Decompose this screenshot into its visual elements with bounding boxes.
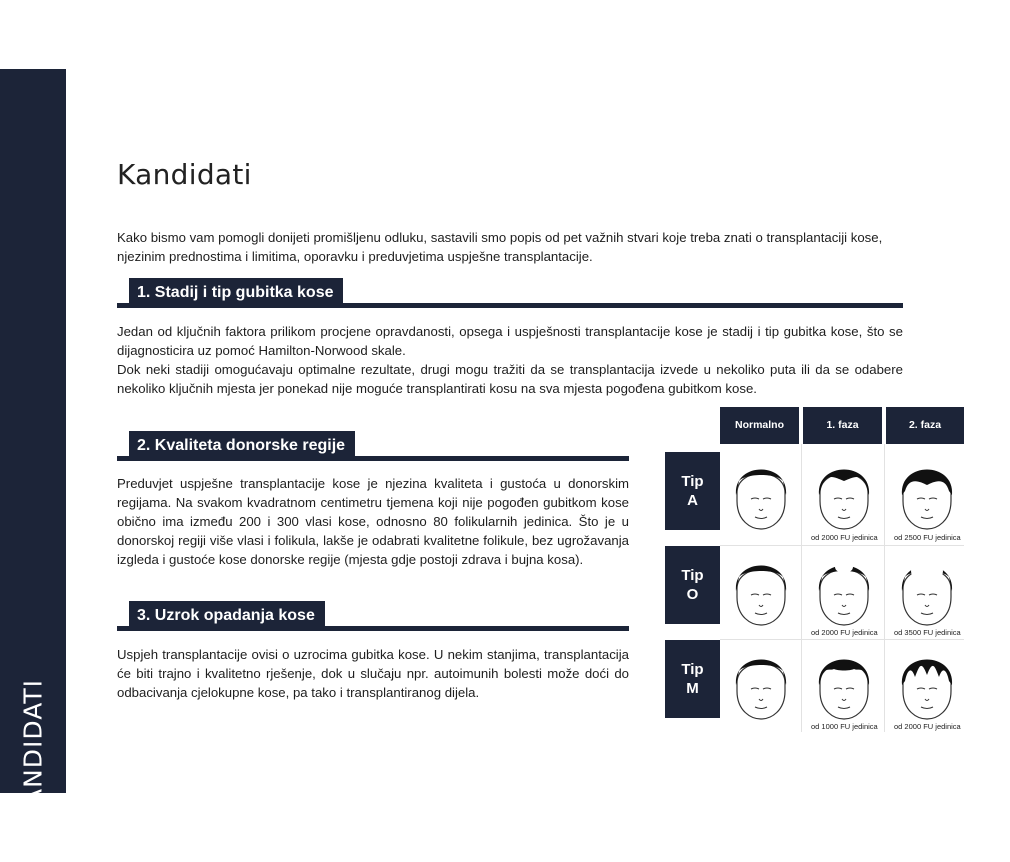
sidebar-band: [0, 69, 66, 823]
head-normal-icon: [731, 641, 791, 721]
head-phase-2-icon: [897, 641, 957, 721]
row-o-note-1: od 2000 FU jedinica: [811, 628, 878, 637]
column-header-phase-1: 1. faza: [803, 407, 882, 444]
row-label-type-o: Tip O: [665, 546, 720, 624]
page-title: Kandidati: [117, 158, 252, 191]
row-a-note-1: od 2000 FU jedinica: [811, 533, 878, 542]
column-header-phase-2: 2. faza: [886, 407, 964, 444]
head-phase-1-icon: [814, 547, 874, 627]
head-phase-1-icon: [814, 451, 874, 531]
hair-loss-chart: [665, 407, 964, 732]
section-1-text-2: Dok neki stadiji omogućavaju optimalne rezultate, drugi mogu tražiti da se transplantacija izvede u nekoliko puta ili da se odabere nekoliko ključnih mjesta jer ponekad nije moguće transplantirati kosu na sva mjesta pogođena gubitkom kose.: [117, 362, 903, 396]
row-m-note-2: od 2000 FU jedinica: [894, 722, 961, 731]
section-2-header: [117, 431, 629, 461]
row-label-type-m: Tip M: [665, 640, 720, 718]
section-3-heading: 3. Uzrok opadanja kose: [129, 601, 325, 631]
row-m-note-1: od 1000 FU jedinica: [811, 722, 878, 731]
intro-paragraph: Kako bismo vam pomogli donijeti promišljenu odluku, sastavili smo popis od pet važnih stvari koje treba znati o transplantaciji kose, njezinim prednostima i limitima, oporavku i preduvjetima uspješne transplantacije.: [117, 230, 883, 264]
head-phase-2-icon: [897, 451, 957, 531]
section-3-body: Uspjeh transplantacije ovisi o uzrocima gubitka kose. U nekim stanjima, transplantacija će biti trajno i kvalitetno rješenje, dok u slučaju npr. autoimunih bolesti može doći do odbacivanja cjelokupne kose, pa tako i transplantiranog dijela.: [117, 647, 629, 700]
row-label-type-a: Tip A: [665, 452, 720, 530]
section-3-header: [117, 601, 629, 631]
section-1-heading: 1. Stadij i tip gubitka kose: [129, 278, 343, 308]
row-a-note-2: od 2500 FU jedinica: [894, 533, 961, 542]
head-phase-2-icon: [897, 547, 957, 627]
section-2-body: Preduvjet uspješne transplantacije kose je njezina kvaliteta i gustoća u donorskim regijama. Na svakom kvadratnom centimetru tjemena koji nije pogođen gubitkom kose obično ima između 200 i 300 vlasi kose, odnosno 80 folikularnih jedinica. Što je u donorskoj regiji više vlasi i folikula, lakše je odabrati kvalitetne folikule, bez ugrožavanja izgleda i gustoće kose donorske regije (mjesta gdje postoji zdrava i bujna kosa).: [117, 476, 629, 567]
head-normal-icon: [731, 451, 791, 531]
sidebar-label: KANDIDATI: [18, 679, 48, 823]
column-header-normal: Normalno: [720, 407, 799, 444]
section-1-text-1: Jedan od ključnih faktora prilikom procjene opravdanosti, opsega i uspješnosti transplantacije kose je stadij i tip gubitka kose, što se dijagnosticira uz pomoć Hamilton-Norwood skale.: [117, 324, 903, 358]
section-2-heading: 2. Kvaliteta donorske regije: [129, 431, 355, 461]
section-1-header: [117, 278, 903, 308]
section-1-body: [117, 322, 903, 398]
head-phase-1-icon: [814, 641, 874, 721]
head-normal-icon: [731, 547, 791, 627]
row-o-note-2: od 3500 FU jedinica: [894, 628, 961, 637]
